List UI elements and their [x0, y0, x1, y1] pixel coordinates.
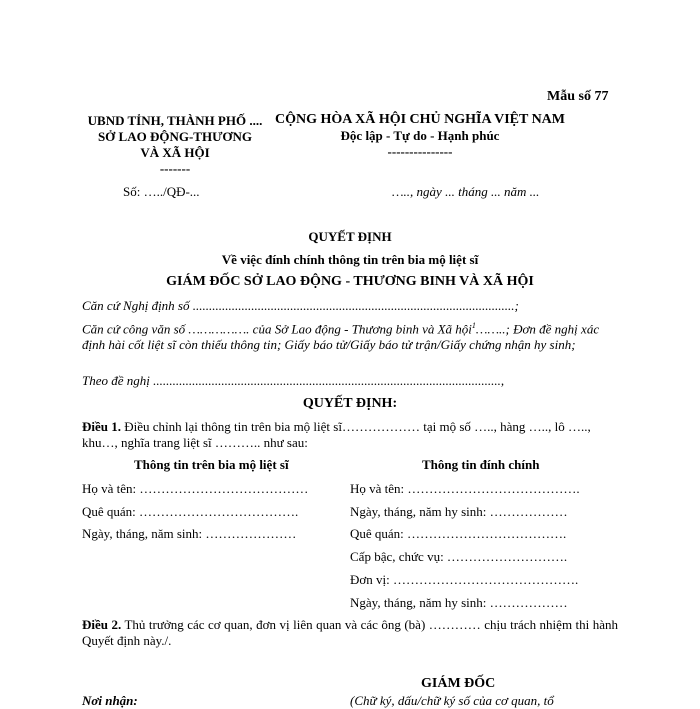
- document-title: QUYẾT ĐỊNH: [308, 229, 392, 244]
- form-number: Mẫu số 77: [547, 89, 609, 104]
- agency-rule: -------: [159, 161, 191, 176]
- agency-header: [70, 113, 280, 177]
- basis-letter-part-2: ……..; Đơn đề nghị xác định hài cốt liệt sĩ còn thiếu thông tin; Giấy báo tử/Giấy báo tử trận/Giấy chứng nhận hy sinh;: [82, 321, 600, 353]
- agency-line-3: VÀ XÃ HỘI: [140, 145, 210, 160]
- right-row: Đơn vị: …………………………………….: [350, 572, 579, 587]
- article-2: [82, 617, 618, 649]
- basis-decree: Căn cứ Nghị định số ...................................................................................................;: [82, 298, 519, 313]
- signature-note: (Chữ ký, dấu/chữ ký số của cơ quan, tổ: [350, 693, 554, 708]
- right-row: Họ và tên: ………………………………….: [350, 481, 580, 496]
- left-row: Ngày, tháng, năm sinh: …………………: [82, 526, 297, 541]
- national-motto: CỘNG HÒA XÃ HỘI CHỦ NGHĨA VIỆT NAM: [274, 112, 565, 127]
- basis-letter: [82, 318, 612, 353]
- article-1-label: Điều 1.: [82, 419, 121, 434]
- document-number: Số: …../QĐ-...: [123, 184, 200, 199]
- agency-line-2: SỞ LAO ĐỘNG-THƯƠNG: [97, 129, 253, 144]
- article-1-text: Điều chỉnh lại thông tin trên bia mộ liệt sĩ……………… tại mộ số ….., hàng ….., lô ….., khu…, nghĩa trang liệt sĩ ……….. như sau:: [82, 419, 591, 450]
- document-subject: Về việc đính chính thông tin trên bia mộ liệt sĩ: [221, 252, 479, 267]
- signature-title: GIÁM ĐỐC: [421, 676, 496, 691]
- recipients-label: Nơi nhận:: [82, 693, 138, 708]
- issuer-title: GIÁM ĐỐC SỞ LAO ĐỘNG - THƯƠNG BINH VÀ XÃ HỘI: [166, 274, 534, 289]
- agency-line-1: UBND TỈNH, THÀNH PHỐ ....: [87, 113, 263, 128]
- article-1: [82, 419, 612, 451]
- basis-proposal: Theo đề nghị ...........................................................................................................,: [82, 373, 505, 388]
- right-row: Quê quán: ……………………………….: [350, 526, 567, 541]
- right-row: Ngày, tháng, năm hy sinh: ………………: [350, 504, 568, 519]
- basis-letter-part-1: Căn cứ công văn số ……………. của Sở Lao động - Thương binh và Xã hội: [82, 321, 472, 337]
- footnote-marker: 1: [471, 321, 476, 330]
- national-rule: ---------------: [387, 144, 453, 159]
- right-row: Ngày, tháng, năm hy sinh: ………………: [350, 595, 568, 610]
- decide-heading: QUYẾT ĐỊNH:: [302, 396, 398, 411]
- article-2-text: Thủ trưởng các cơ quan, đơn vị liên quan và các ông (bà) ………… chịu trách nhiệm thi hành Quyết định này./.: [82, 617, 619, 648]
- right-column-heading: Thông tin đính chính: [422, 457, 540, 472]
- national-slogan: Độc lập - Tự do - Hạnh phúc: [340, 128, 500, 143]
- national-header: [270, 111, 570, 160]
- right-row: Cấp bậc, chức vụ: ……………………….: [350, 549, 568, 564]
- article-2-label: Điều 2.: [82, 617, 122, 632]
- left-row: Họ và tên: …………………………………: [82, 481, 309, 496]
- left-column-heading: Thông tin trên bia mộ liệt sĩ: [134, 457, 289, 472]
- left-row: Quê quán: ……………………………….: [82, 504, 299, 519]
- date-line: ….., ngày ... tháng ... năm ...: [392, 184, 540, 199]
